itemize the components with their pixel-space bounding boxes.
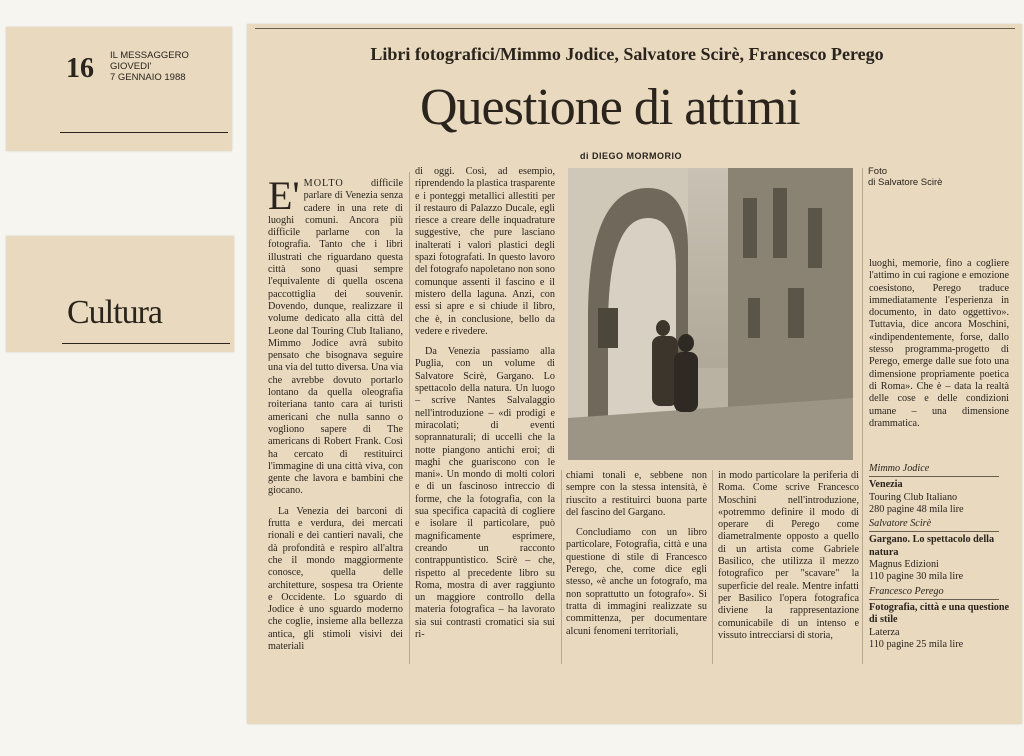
column-rule [712,470,713,664]
book-details: 110 pagine 30 mila lire [869,571,964,583]
article-column-2 [415,166,555,666]
photo-caption-line: Foto [868,166,888,177]
book-title: Gargano. Lo spettacolo della natura [869,534,995,558]
photo-credit: di Salvatore Scirè [868,177,943,188]
book-entry [869,586,1014,651]
paragraph: di oggi. Così, ad esempio, riprendendo la plastica trasparente e i ponteggi metallici allestiti per il restauro di Palazzo Ducale, egli riesce a creare delle inquadrature suggestive, che pure lasciano inalterati i valori plastici degli spazi fotografati. In questo lavoro del fotografo napoletano non sono comunque assenti il fascino e il mistero della laguna. Anzi, con essi si apre e si chiude il libro, che è, in conclusione, bello da vedere e rivedere. [415,166,555,337]
page-number: 16 [66,53,94,84]
article-kicker: Libri fotografici/Mimmo Jodice, Salvatore Scirè, Francesco Perego [370,44,884,64]
column-rule [409,172,410,664]
top-rule [255,28,1015,29]
date-rule [60,132,228,133]
divider [869,476,999,477]
column-rule [862,168,863,664]
book-author: Salvatore Scirè [869,518,932,530]
dropcap: E' [268,178,300,218]
photo-caption [868,166,942,188]
book-publisher: Touring Club Italiano [869,491,958,503]
book-title: Fotografia, città e una questione di stile [869,601,1010,626]
photo-street-scene [568,168,853,460]
book-details: 110 pagine 25 mila lire [869,638,964,650]
divider [869,599,999,600]
lead-paragraph [268,178,403,498]
paragraph: Da Venezia passiamo alla Puglia, con un volume di Salvatore Scirè, Gargano. Lo spettacolo della natura. Un luogo – scrive Nantes Salvalaggio nell'introduzione – «di prodigi e miracolati; di eventi soprannaturali; di uccelli che la notte piangono antichi eroi; di maghi che guariscono con le mani». Un mondo di molti colori e di un fascinoso intreccio di forme, che la fotografia, con la sua specifica capacità di cogliere e isolare il particolare, può magnificamente esprimere, creando un racconto contrappuntistico. Scirè – che, rispetto al precedente libro su Roma, mostra di aver raggiunto un maggiore controllo della materia fotografica – ha lavorato sia sui contrasti cromatici sia sui ri- [415,346,555,640]
paragraph: luoghi, memorie, fino a cogliere l'attimo in cui ragione e emozione coesistono, Perego traduce immediatamente l'esperienza in documento, in dato oggettivo». Tuttavia, dice ancora Moschini, «indipendentemente, forse, dallo stesso programma-progetto di Perego, emerge dalle sue foto una dimensione propriamente poetica di Roma». Che è – data la realtà delle cose e delle condizioni umane – una dimensione drammatica. [869,258,1009,429]
book-entry [869,518,1014,583]
article-column-5 [869,258,1009,452]
paragraph: La Venezia dei barconi di frutta e verdura, dei mercati rionali e dei cantieri navali, che dà profondità e respiro all'altra che il mondo maggiormente conosce, quella delle architetture, sospesa tra Oriente e Occidente. Lo sguardo di Jodice è uno sguardo moderno che coglie, insieme alla bellezza antica, gli stimoli visivi dei materiali [268,505,403,652]
book-details: 280 pagine 48 mila lire [869,503,964,515]
divider [869,531,999,532]
book-entry [869,463,1014,516]
lead-smallcaps: MOLTO [303,178,344,189]
article-byline: di DIEGO MORMORIO [580,151,682,161]
book-author: Mimmo Jodice [869,463,930,474]
article-column-3 [566,470,707,666]
article-photo [568,168,853,460]
paragraph: chiami tonali e, sebbene non sempre con la stessa intensità, è riuscito a restituirci buona parte del fascino del Gargano. [566,470,707,518]
article-column-4 [718,470,859,666]
column-rule [561,470,562,664]
paragraph: in modo particolare la periferia di Roma. Come scrive Francesco Moschini nell'introduzione, «potremmo definire il modo di operare di Perego come diametralmente opposto a quello di un artista come Gabriele Basilico, che utilizza il mezzo fotografico per "scavare" la superficie del reale. Mentre infatti per Basilico l'opera fotografica diviene la rappresentazione comunicabile di un intenso e vissuto intrecciarsi di storia, [718,470,859,641]
article-column-1 [268,178,403,664]
paper-name: IL MESSAGGERO [110,50,189,61]
book-publisher: Laterza [869,626,900,638]
weekday: GIOVEDI' [110,61,152,72]
section-rule [62,343,230,344]
section-name: Cultura [67,294,162,331]
book-list [869,461,1014,651]
book-title: Venezia [869,479,903,491]
book-publisher: Magnus Edizioni [869,559,939,571]
lead-text: difficile parlare di Venezia senza cadere in una rete di luoghi comuni. Ancora più difficile parlarne con la fotografia. Tanto che i libri illustrati che riguardano questa città sono quasi sempre l'equivalente di quella oscena paccottiglia dei souvenir. Dovendo, dunque, realizzare il volume dedicato alla città del Leone dal Touring Club Italiano, Mimmo Jodice avrà subito pensato che bisognava seguire una via del tutto diversa. Una via che avrebbe dovuto portarlo lontano da quella oleografia roiteriana tanto cara ai turisti americani che nulla sanno o vogliono sapere di The americans di Robert Frank. Così ha cercato di restituirci l'immagine di una città viva, con gente che lavora e bambini che giocano. [268,178,403,497]
book-author: Francesco Perego [869,585,944,597]
paragraph: Concludiamo con un libro particolare, Fotografia, città e una questione di stile di Francesco Perego, che, come dice egli stesso, «è anche un fotografo, ma non soprattutto un fotografo». Si tratta di immagini realizzate su committenza, per documentare alcuni fenomeni territoriali, [566,527,707,637]
article-headline: Questione di attimi [420,79,800,136]
date: 7 GENNAIO 1988 [110,72,186,83]
